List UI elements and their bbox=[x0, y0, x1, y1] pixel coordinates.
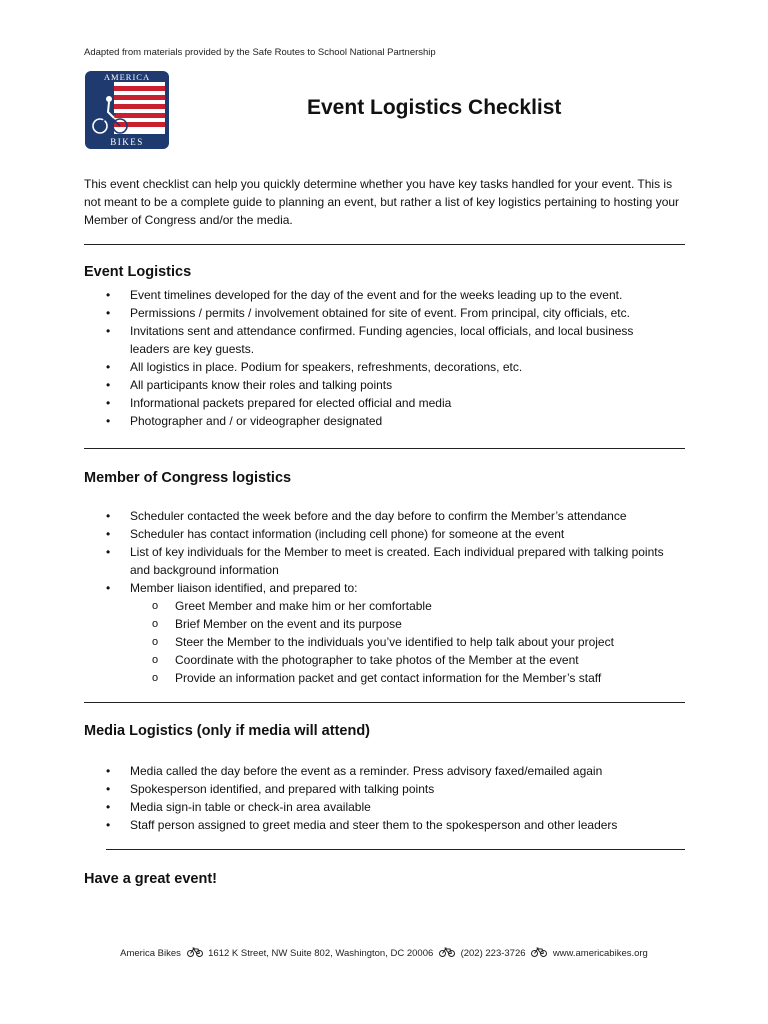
sub-list-item bbox=[0, 633, 670, 651]
logo-top-text: AMERICA bbox=[103, 72, 151, 82]
footer-phone: (202) 223-3726 bbox=[460, 948, 526, 959]
sub-list-item bbox=[0, 597, 670, 615]
footer-website-link[interactable]: www.americabikes.org bbox=[552, 948, 648, 959]
closing-message: Have a great event! bbox=[84, 871, 217, 887]
list-item: • Member liaison identified, and prepared to: bbox=[0, 579, 670, 597]
media-logistics-list bbox=[0, 762, 670, 834]
section-title-event-logistics: Event Logistics bbox=[84, 264, 192, 280]
list-item: • Scheduler contacted the week before and the day before to confirm the Member’s attendance bbox=[0, 507, 670, 525]
sub-list-item bbox=[0, 615, 670, 633]
sub-list-item-text: Greet Member and make him or her comfortable bbox=[175, 599, 432, 613]
sub-bullet-marker: o bbox=[152, 654, 159, 666]
adapted-note: Adapted from materials provided by the Safe Routes to School National Partnership bbox=[84, 47, 436, 58]
page-title: Event Logistics Checklist bbox=[307, 96, 562, 119]
list-item: • Scheduler has contact information (including cell phone) for someone at the event bbox=[0, 525, 670, 543]
section-divider bbox=[106, 849, 685, 850]
intro-paragraph: This event checklist can help you quickly determine whether you have key tasks handled for your event. This is not meant to be a complete guide to planning an event, but rather a list of key logistics pertaining to hosting your Member of Congress and/or the media. bbox=[84, 177, 680, 227]
bicycle-icon bbox=[531, 947, 547, 957]
sub-list-item-text: Coordinate with the photographer to take photos of the Member at the event bbox=[175, 653, 579, 667]
sub-bullet-marker: o bbox=[152, 636, 159, 648]
section-divider bbox=[84, 702, 685, 703]
section-title-media-logistics: Media Logistics (only if media will attend) bbox=[84, 723, 371, 739]
list-item: • Permissions / permits / involvement obtained for site of event. From principal, city officials, etc. bbox=[0, 304, 670, 322]
sub-list-item bbox=[0, 651, 670, 669]
list-item: • Event timelines developed for the day of the event and for the weeks leading up to the event. bbox=[0, 286, 670, 304]
sub-bullet-marker: o bbox=[152, 600, 159, 612]
footer-org: America Bikes bbox=[120, 948, 181, 959]
list-item: • Media called the day before the event as a reminder. Press advisory faxed/emailed again bbox=[0, 762, 670, 780]
bicycle-icon bbox=[439, 947, 455, 957]
list-item: • Spokesperson identified, and prepared with talking points bbox=[0, 780, 670, 798]
footer bbox=[0, 947, 768, 959]
america-bikes-logo bbox=[84, 70, 170, 150]
sub-bullet-marker: o bbox=[152, 672, 159, 684]
list-item: • All participants know their roles and talking points bbox=[0, 376, 670, 394]
sub-list-item bbox=[0, 669, 670, 687]
list-item: • Invitations sent and attendance confirmed. Funding agencies, local officials, and local business leaders are key guests. bbox=[0, 322, 670, 358]
sub-list-item-text: Steer the Member to the individuals you’ve identified to help talk about your project bbox=[175, 635, 614, 649]
section-divider bbox=[84, 448, 685, 449]
member-logistics-list bbox=[0, 507, 670, 687]
sub-list-item-text: Provide an information packet and get contact information for the Member’s staff bbox=[175, 671, 602, 685]
list-item: • Staff person assigned to greet media and steer them to the spokesperson and other leaders bbox=[0, 816, 670, 834]
america-bikes-logo-icon bbox=[84, 70, 170, 150]
section-title-member-of-congress: Member of Congress logistics bbox=[84, 470, 292, 486]
sub-list-item-text: Brief Member on the event and its purpose bbox=[175, 617, 402, 631]
bicycle-icon bbox=[187, 947, 203, 957]
list-item: • List of key individuals for the Member to meet is created. Each individual prepared with talking points and background information bbox=[0, 543, 670, 579]
list-item: • All logistics in place. Podium for speakers, refreshments, decorations, etc. bbox=[0, 358, 670, 376]
logo-bottom-text: BIKES bbox=[110, 137, 144, 147]
list-item: • Media sign-in table or check-in area available bbox=[0, 798, 670, 816]
footer-address: 1612 K Street, NW Suite 802, Washington, DC 20006 bbox=[208, 948, 434, 959]
event-logistics-list bbox=[0, 286, 670, 430]
list-item: • Informational packets prepared for elected official and media bbox=[0, 394, 670, 412]
sub-bullet-marker: o bbox=[152, 618, 159, 630]
section-divider bbox=[84, 244, 685, 245]
list-item: • Photographer and / or videographer designated bbox=[0, 412, 670, 430]
